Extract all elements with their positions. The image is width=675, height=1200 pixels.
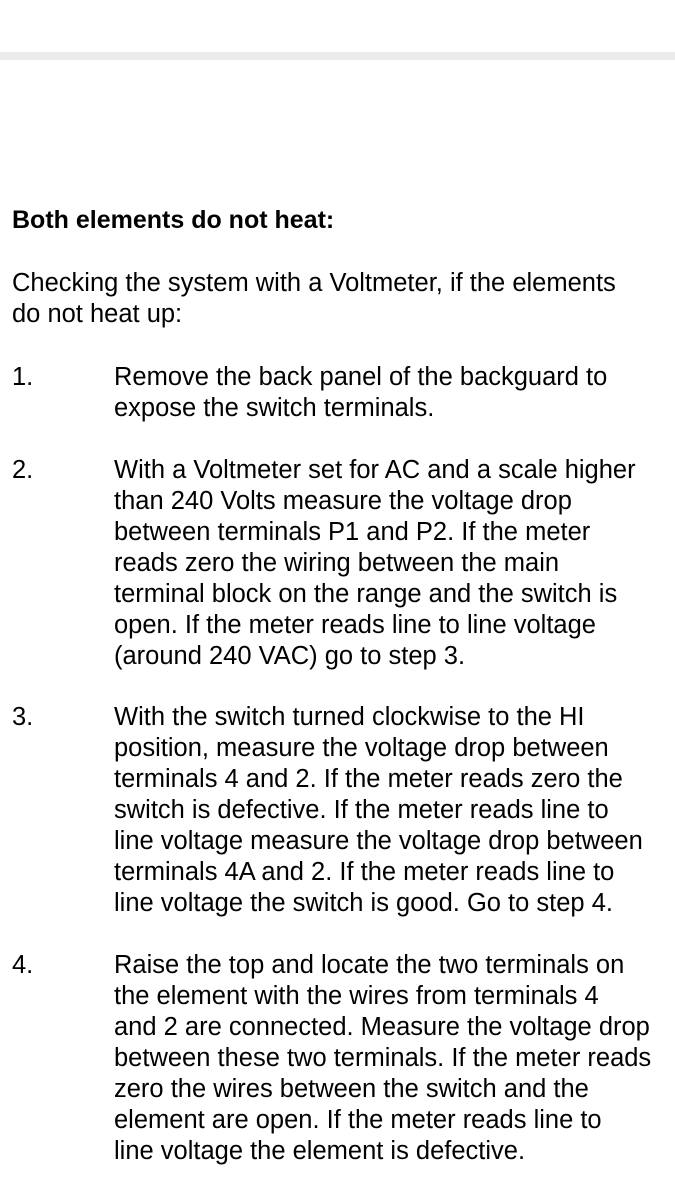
step-line: Remove the back panel of the backguard to (114, 363, 608, 391)
step-line: switch is defective. If the meter reads line to (114, 796, 609, 824)
step-number: 1. (12, 363, 34, 391)
step-text (114, 950, 675, 1167)
step-text (114, 362, 675, 424)
top-divider (0, 52, 675, 60)
step-number: 4. (12, 951, 34, 979)
step-text (114, 702, 675, 919)
step-line: terminals 4 and 2. If the meter reads zero the (114, 765, 623, 793)
step-line: With the switch turned clockwise to the HI (114, 703, 585, 731)
step-line: open. If the meter reads line to line voltage (114, 611, 596, 639)
step-line: terminal block on the range and the switch is (114, 580, 618, 608)
step-line: between terminals P1 and P2. If the meter (114, 518, 591, 546)
step-line: between these two terminals. If the meter reads (114, 1044, 652, 1072)
step-line: line voltage the switch is good. Go to step 4. (114, 889, 613, 917)
step-line: terminals 4A and 2. If the meter reads line to (114, 858, 615, 886)
step-line: element are open. If the meter reads line to (114, 1106, 602, 1134)
step-line: position, measure the voltage drop between (114, 734, 609, 762)
step-number: 3. (12, 703, 34, 731)
step-line: than 240 Volts measure the voltage drop (114, 487, 572, 515)
step-line: zero the wires between the switch and the (114, 1075, 589, 1103)
top-bar (0, 0, 675, 52)
step-line: Raise the top and locate the two terminals on (114, 951, 625, 979)
intro-line: Checking the system with a Voltmeter, if the elements (12, 269, 616, 297)
step-line: (around 240 VAC) go to step 3. (114, 642, 466, 670)
step-text (114, 455, 675, 672)
step-line: line voltage measure the voltage drop between (114, 827, 643, 855)
section-heading: Both elements do not heat: (12, 206, 335, 234)
step-line: reads zero the wiring between the main (114, 549, 560, 577)
step-number: 2. (12, 456, 34, 484)
step-line: the element with the wires from terminals 4 (114, 982, 599, 1010)
step-line: and 2 are connected. Measure the voltage drop (114, 1013, 650, 1041)
intro-paragraph (12, 268, 675, 330)
step-line: line voltage the element is defective. (114, 1137, 526, 1165)
step-line: With a Voltmeter set for AC and a scale higher (114, 456, 636, 484)
intro-line: do not heat up: (12, 300, 183, 328)
step-line: expose the switch terminals. (114, 394, 435, 422)
